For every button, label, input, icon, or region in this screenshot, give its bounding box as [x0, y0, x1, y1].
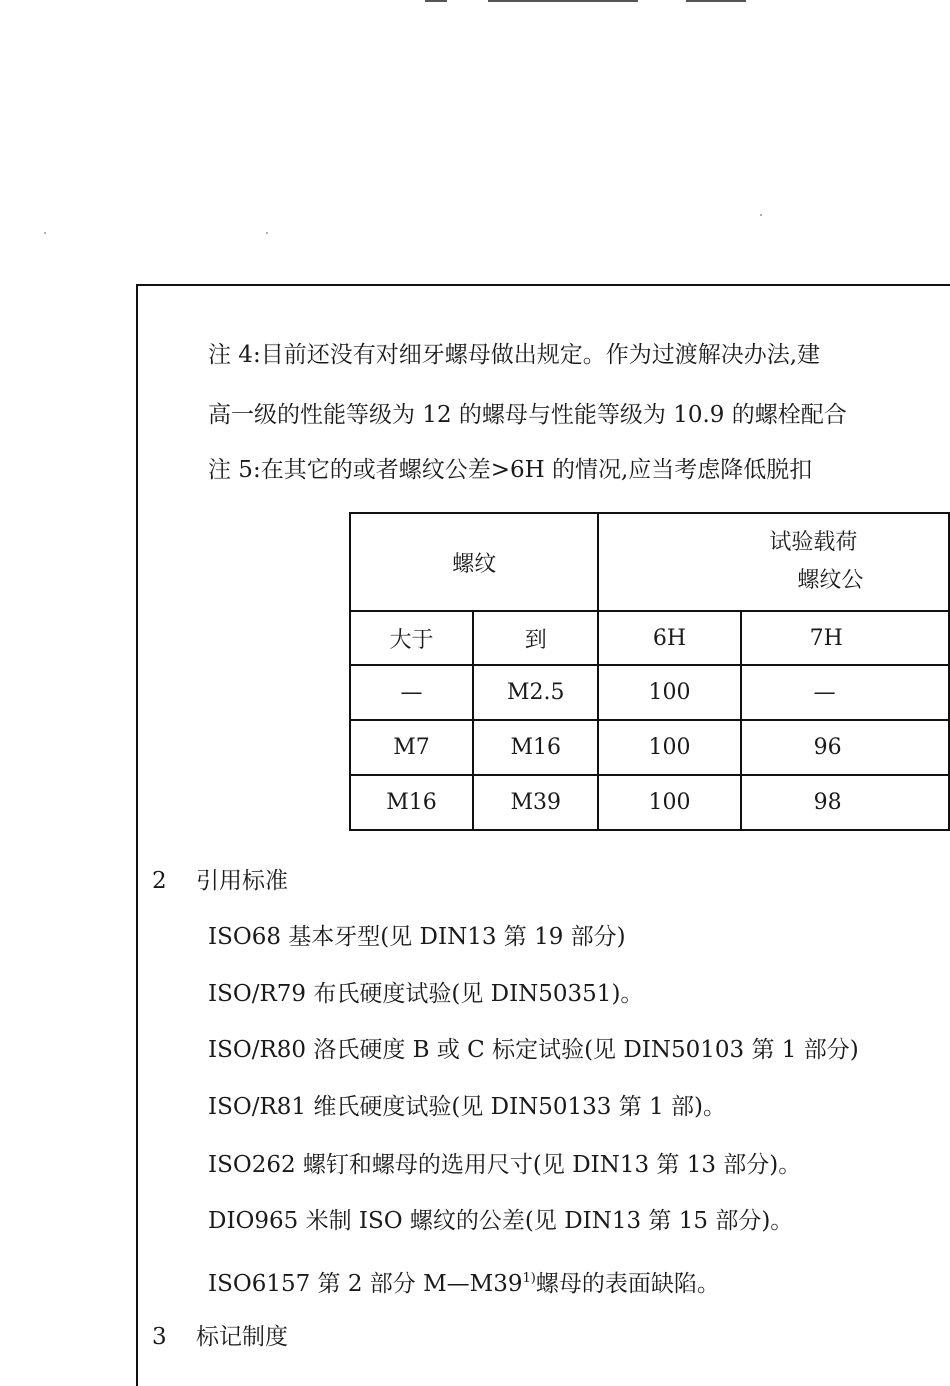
table-cell: 96	[741, 720, 949, 775]
table-cell: M39	[473, 775, 598, 830]
subheader-cell: 6H	[598, 611, 740, 665]
subheader-cell: 7H	[741, 611, 949, 665]
table-cell: —	[350, 665, 473, 720]
table-cell: M16	[350, 775, 473, 830]
table-cell: 100	[598, 775, 740, 830]
reference-item: DIO965 米制 ISO 螺纹的公差(见 DIN13 第 15 部分)。	[208, 1208, 794, 1234]
subheader-cell: 到	[473, 611, 598, 665]
table-row	[350, 720, 949, 775]
table-cell: 100	[598, 720, 740, 775]
section-title: 引用标准	[196, 868, 288, 894]
note-4: 注 4:目前还没有对细牙螺母做出规定。作为过渡解决办法,建	[208, 342, 821, 368]
reference-text: ISO6157 第 2 部分 M—M39	[208, 1271, 523, 1297]
section-number: 2	[152, 868, 167, 894]
reference-text: 螺母的表面缺陷。	[535, 1271, 720, 1297]
section-number: 3	[152, 1324, 167, 1350]
reference-item: ISO/R79 布氏硬度试验(见 DIN50351)。	[208, 981, 644, 1007]
table-cell: M2.5	[473, 665, 598, 720]
table-cell: M16	[473, 720, 598, 775]
note-5: 注 5:在其它的或者螺纹公差>6H 的情况,应当考虑降低脱扣	[208, 457, 813, 483]
reference-item	[208, 1264, 720, 1299]
load-header-line1: 试验载荷	[769, 530, 858, 555]
section-3-heading	[152, 1322, 288, 1352]
load-table	[349, 512, 950, 831]
section-title: 标记制度	[196, 1324, 288, 1350]
scan-artifact	[425, 0, 447, 2]
load-header-line2: 螺纹公	[797, 568, 864, 593]
reference-item: ISO68 基本牙型(见 DIN13 第 19 部分)	[208, 924, 626, 950]
note-4-continued: 高一级的性能等级为 12 的螺母与性能等级为 10.9 的螺栓配合	[208, 402, 847, 428]
reference-item: ISO262 螺钉和螺母的选用尺寸(见 DIN13 第 13 部分)。	[208, 1152, 802, 1178]
footnote-marker: 1)	[522, 1271, 536, 1286]
scan-speck	[266, 232, 268, 234]
table-cell: —	[741, 665, 949, 720]
scan-speck	[44, 232, 46, 234]
table-row	[350, 775, 949, 830]
section-2-heading	[152, 866, 288, 896]
table-cell: 100	[598, 665, 740, 720]
subheader-cell: 大于	[350, 611, 473, 665]
table-cell: M7	[350, 720, 473, 775]
table-row	[350, 665, 949, 720]
table-cell: 98	[741, 775, 949, 830]
table-subheader-row	[350, 611, 949, 665]
reference-item: ISO/R80 洛氏硬度 B 或 C 标定试验(见 DIN50103 第 1 部分)	[208, 1037, 859, 1063]
scan-artifact	[686, 0, 746, 2]
scan-artifact	[488, 0, 638, 2]
load-header	[598, 513, 949, 611]
thread-header: 螺纹	[350, 513, 598, 611]
reference-item: ISO/R81 维氏硬度试验(见 DIN50133 第 1 部)。	[208, 1094, 726, 1120]
scan-speck	[760, 214, 762, 216]
